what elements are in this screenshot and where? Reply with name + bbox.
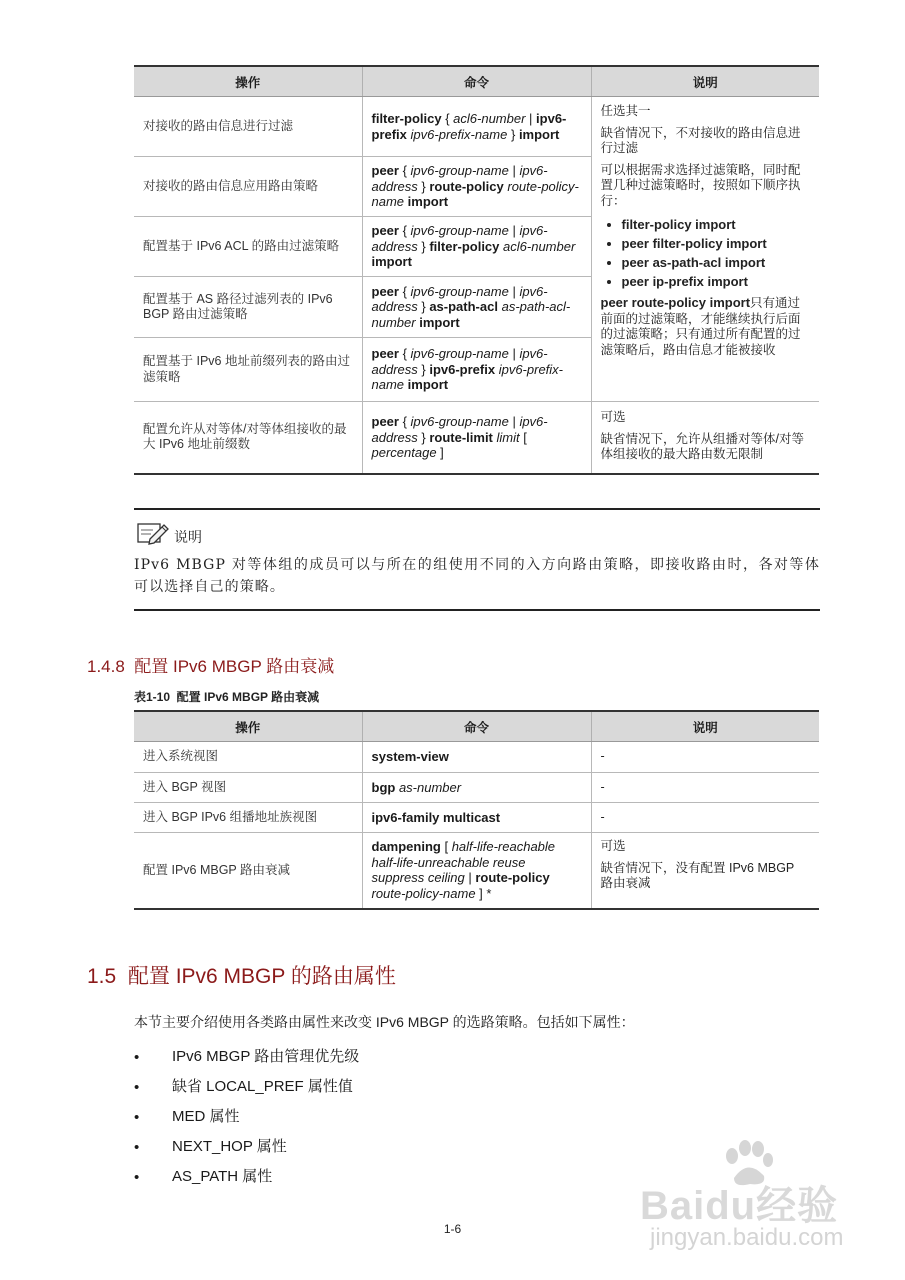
pencil-icon: [136, 520, 170, 546]
list-item: • AS_PATH 属性: [134, 1168, 273, 1186]
column-header-command: 命令: [362, 66, 591, 97]
table-row: [134, 97, 819, 157]
list-item: • filter-policy import: [622, 215, 811, 234]
command-keyword: system-view: [371, 749, 449, 765]
command-argument: route-policy-name: [371, 178, 579, 210]
table-row: [134, 402, 819, 474]
command-syntax: {: [398, 163, 411, 179]
command-keyword: as-path-acl: [429, 299, 498, 315]
command-argument: limit: [496, 429, 520, 445]
operation-cell: 进入 BGP IPv6 组播地址族视图: [134, 803, 362, 833]
command-cell: [362, 277, 591, 338]
note-title: 说明: [174, 529, 202, 545]
command-syntax: }: [417, 429, 430, 445]
page-number: 1-6: [443, 1222, 462, 1236]
command-syntax: ]: [436, 445, 444, 460]
command-syntax: |: [508, 223, 520, 239]
description-cell: -: [591, 773, 819, 803]
operation-cell: 对接收的路由信息应用路由策略: [134, 157, 362, 217]
command-syntax: {: [398, 283, 411, 299]
description-line: 缺省情况下，不对接收的路由信息进行过滤: [600, 125, 801, 155]
command-syntax: }: [417, 238, 430, 254]
command-keyword: peer: [371, 283, 399, 299]
operation-cell: 进入 BGP 视图: [134, 773, 362, 803]
command-argument: ipv6-prefix-name: [371, 361, 563, 393]
command-syntax: |: [508, 414, 520, 429]
command-argument: ipv6-group-name: [410, 223, 509, 239]
command-argument: acl6-number: [453, 111, 526, 126]
table-row: [134, 833, 819, 909]
table-row: [134, 773, 819, 803]
command-argument: ipv6-address: [371, 346, 548, 377]
watermark-url: jingyan.baidu.com: [650, 1224, 844, 1251]
route-filter-table: [134, 65, 819, 475]
command-argument: percentage: [371, 445, 437, 460]
description-line: 可选: [600, 410, 626, 424]
command-keyword: ipv6-prefix: [371, 111, 567, 142]
list-item: • peer as-path-acl import: [622, 253, 811, 272]
column-header-command: 命令: [362, 711, 591, 742]
command-argument: ipv6-address: [371, 283, 548, 315]
operation-cell: 进入系统视图: [134, 742, 362, 773]
command-argument: route-policy-name: [371, 885, 476, 901]
command-keyword: import: [518, 126, 560, 142]
column-header-operation: 操作: [134, 66, 362, 97]
command-syntax: |: [464, 870, 476, 886]
command-argument: ipv6-address: [371, 223, 548, 254]
command-syntax: |: [508, 283, 520, 299]
section-intro: 本节主要介绍使用各类路由属性来改变 IPv6 MBGP 的选路策略。包括如下属性：: [134, 1014, 635, 1030]
table-caption: 表1-10 配置 IPv6 MBGP 路由衰减: [134, 690, 320, 704]
command-cell: [362, 217, 591, 277]
command-keyword: import: [371, 254, 412, 270]
section-heading: 1.5 配置 IPv6 MBGP 的路由属性: [87, 965, 396, 988]
command-argument: acl6-number: [503, 238, 576, 254]
command-argument: ipv6-address: [371, 414, 548, 445]
command-keyword: filter-policy: [371, 111, 442, 126]
list-item: • NEXT_HOP 属性: [134, 1138, 287, 1156]
command-argument: ipv6-group-name: [410, 414, 509, 429]
command-syntax: [: [519, 429, 527, 445]
operation-cell: 对接收的路由信息进行过滤: [134, 97, 362, 157]
table-row: [134, 742, 819, 773]
column-header-description: 说明: [591, 711, 819, 742]
list-item: • peer ip-prefix import: [622, 272, 811, 291]
command-keyword: peer: [371, 346, 399, 362]
command-keyword: dampening: [371, 839, 441, 855]
command-syntax: }: [417, 178, 430, 194]
note-text: IPv6 MBGP 对等体组的成员可以与所在的组使用不同的入方向路由策略，即接收路由时，各对等体可以选择自己的策略。: [134, 557, 820, 595]
command-cell: [362, 338, 591, 402]
description-line: 缺省情况下，允许从组播对等体/对等体组接收的最大路由数无限制: [600, 431, 804, 461]
command-keyword: route-policy: [429, 178, 504, 194]
command-argument: half-life-reachable half-life-unreachable reuse suppress ceiling: [371, 839, 556, 886]
command-keyword: ipv6-prefix: [429, 361, 496, 377]
operation-cell: 配置基于 IPv6 ACL 的路由过滤策略: [134, 217, 362, 277]
command-keyword: ipv6-family multicast: [371, 809, 501, 825]
command-syntax: }: [417, 299, 430, 315]
command-syntax: ] *: [475, 885, 492, 901]
command-keyword: import: [419, 314, 460, 330]
command-argument: as-number: [398, 779, 462, 795]
column-header-operation: 操作: [134, 711, 362, 742]
command-cell: [362, 833, 591, 909]
command-cell: [362, 157, 591, 217]
section-heading: 1.4.8 配置 IPv6 MBGP 路由衰减: [87, 657, 335, 676]
command-keyword: route-policy: [475, 870, 550, 886]
description-cell-filter-policies: [591, 97, 819, 402]
operation-cell: 配置允许从对等体/对等体组接收的最大 IPv6 地址前缀数: [134, 402, 362, 474]
list-item: • MED 属性: [134, 1108, 240, 1126]
description-line: 可选: [600, 839, 626, 853]
command-keyword: route-limit: [429, 429, 493, 445]
command-syntax: {: [398, 346, 411, 362]
route-dampening-table: [134, 710, 819, 910]
description-line: 可以根据需求选择过滤策略，同时配置几种过滤策略时，按照如下顺序执行：: [600, 162, 801, 208]
description-cell: -: [591, 742, 819, 773]
command-cell: [362, 97, 591, 157]
command-keyword: import: [407, 194, 449, 210]
command-syntax: |: [508, 163, 520, 179]
command-argument: as-path-acl-number: [371, 299, 571, 330]
command-syntax: [: [440, 839, 452, 855]
command-syntax: |: [525, 111, 537, 126]
command-cell: [362, 803, 591, 833]
watermark: [640, 1140, 880, 1270]
operation-cell: 配置基于 AS 路径过滤列表的 IPv6 BGP 路由过滤策略: [134, 277, 362, 338]
command-cell: [362, 773, 591, 803]
command-syntax: }: [417, 361, 430, 377]
description-cell: [591, 833, 819, 909]
table-row: [134, 803, 819, 833]
command-syntax: {: [398, 223, 411, 239]
command-argument: ipv6-group-name: [410, 283, 509, 299]
list-item: • peer filter-policy import: [622, 234, 811, 253]
column-header-description: 说明: [591, 66, 819, 97]
list-item: • IPv6 MBGP 路由管理优先级: [134, 1048, 360, 1066]
description-line: 任选其一: [600, 104, 651, 118]
command-keyword: peer: [371, 163, 399, 179]
description-line: 缺省情况下，没有配置 IPv6 MBGP 路由衰减: [600, 860, 795, 890]
attribute-list: [134, 1047, 634, 1197]
command-syntax: |: [508, 346, 520, 362]
watermark-brand: Baidu经验: [640, 1184, 839, 1228]
command-keyword: peer: [371, 223, 399, 239]
command-argument: ipv6-prefix-name: [410, 126, 508, 142]
command-keyword: peer: [371, 414, 399, 429]
command-cell: [362, 402, 591, 474]
command-syntax: }: [507, 126, 519, 142]
command-keyword: bgp: [371, 779, 396, 795]
command-argument: ipv6-address: [371, 163, 548, 194]
command-syntax: {: [398, 414, 411, 429]
operation-cell: 配置基于 IPv6 地址前缀列表的路由过滤策略: [134, 338, 362, 402]
command-argument: ipv6-group-name: [410, 163, 509, 179]
description-cell: -: [591, 803, 819, 833]
command-cell: [362, 742, 591, 773]
description-line: 只有通过前面的过滤策略，才能继续执行后面的过滤策略；只有通过所有配置的过滤策略后，路由信息才能被接收: [600, 296, 801, 357]
operation-cell: 配置 IPv6 MBGP 路由衰减: [134, 833, 362, 909]
note-box: [134, 508, 820, 611]
command-argument: ipv6-group-name: [410, 346, 509, 362]
description-command: peer route-policy import: [600, 295, 751, 310]
command-keyword: import: [407, 377, 449, 393]
description-cell: [591, 402, 819, 474]
command-keyword: filter-policy: [429, 238, 500, 254]
command-syntax: {: [441, 111, 454, 126]
list-item: • 缺省 LOCAL_PREF 属性值: [134, 1078, 353, 1096]
filter-order-list: [601, 215, 811, 291]
